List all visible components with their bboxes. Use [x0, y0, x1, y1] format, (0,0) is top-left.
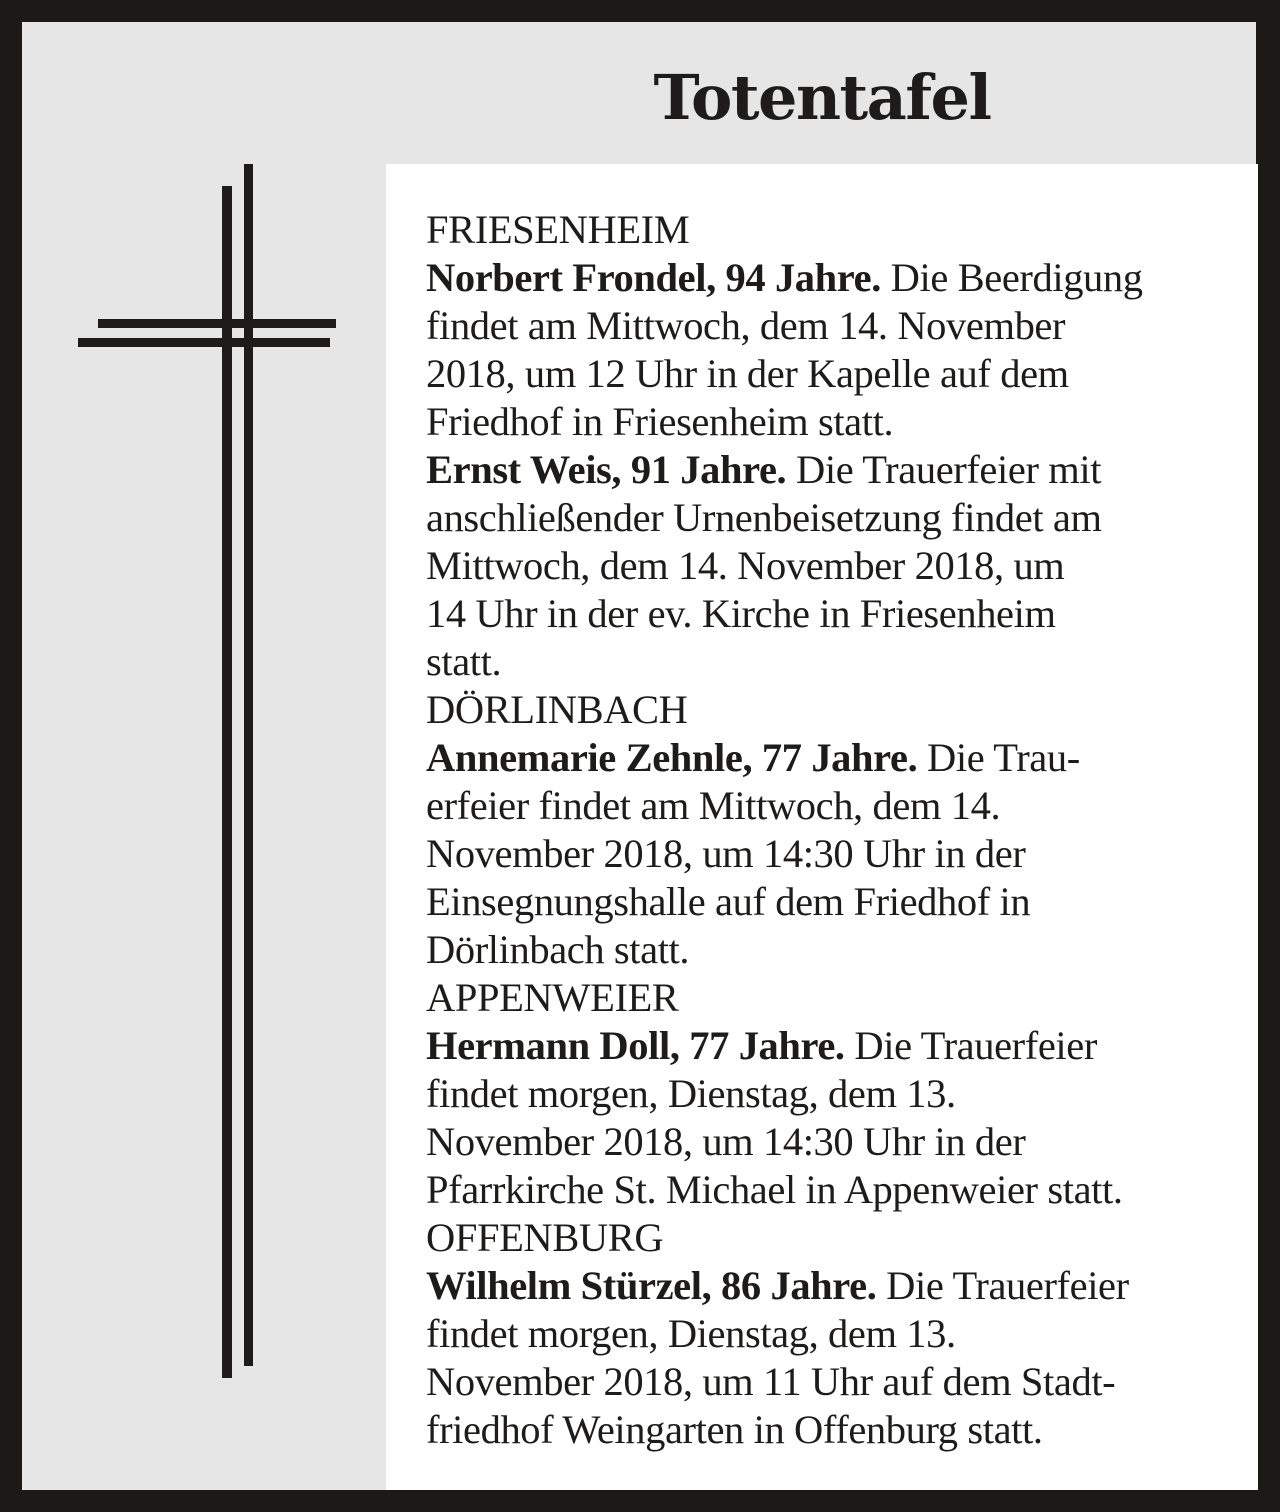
deceased-name: Hermann Doll, 77 Jahre. — [426, 1023, 845, 1068]
obituary-text-line: 14 Uhr in der ev. Kirche in Friesenheim — [426, 591, 1056, 636]
obituary-text-line: Mittwoch, dem 14. November 2018, um — [426, 543, 1065, 588]
obituary-text-line: erfeier findet am Mittwoch, dem 14. — [426, 783, 1001, 828]
obituary-text-line: anschließender Urnenbeisetzung findet am — [426, 495, 1102, 540]
obituary-text: Die Trau- — [917, 735, 1080, 780]
place-heading: FRIESENHEIM — [426, 207, 690, 252]
obituary-text: Die Beerdigung — [880, 255, 1143, 300]
obituary-text-line: November 2018, um 14:30 Uhr in der — [426, 831, 1026, 876]
obituary-text: Die Trauerfeier — [876, 1263, 1129, 1308]
obituary-text: Die Trauerfeier — [844, 1023, 1097, 1068]
deceased-name: Ernst Weis, 91 Jahre. — [426, 447, 787, 492]
deceased-name: Norbert Frondel, 94 Jahre. — [426, 255, 881, 300]
obituary-text-line: November 2018, um 14:30 Uhr in der — [426, 1119, 1026, 1164]
obituary-text-line: findet morgen, Dienstag, dem 13. — [426, 1311, 956, 1356]
obituary-text-line: November 2018, um 11 Uhr auf dem Stadt- — [426, 1359, 1116, 1404]
obituary-list — [426, 206, 1246, 1454]
obituary-text-line: findet am Mittwoch, dem 14. November — [426, 303, 1066, 348]
obituary-text-line: friedhof Weingarten in Offenburg statt. — [426, 1407, 1043, 1452]
deceased-name: Annemarie Zehnle, 77 Jahre. — [426, 735, 918, 780]
obituary-text-line: 2018, um 12 Uhr in der Kapelle auf dem — [426, 351, 1069, 396]
obituary-first-line — [426, 446, 1246, 494]
obituary-text-line: Dörlinbach statt. — [426, 927, 690, 972]
deceased-name: Wilhelm Stürzel, 86 Jahre. — [426, 1263, 877, 1308]
obituary-text-line: statt. — [426, 639, 502, 684]
cross-icon — [56, 164, 336, 1394]
obituary-text-line: Pfarrkirche St. Michael in Appenweier statt. — [426, 1167, 1123, 1212]
obituary-text-line: Friedhof in Friesenheim statt. — [426, 399, 894, 444]
obituary-panel — [386, 164, 1258, 1490]
obituary-text-line: findet morgen, Dienstag, dem 13. — [426, 1071, 956, 1116]
place-heading: APPENWEIER — [426, 975, 679, 1020]
obituary-text: Die Trauerfeier mit — [786, 447, 1102, 492]
obituary-first-line — [426, 1262, 1246, 1310]
page-title: Totentafel — [653, 61, 991, 134]
obituary-first-line — [426, 1022, 1246, 1070]
place-heading: OFFENBURG — [426, 1215, 664, 1260]
place-heading: DÖRLINBACH — [426, 687, 688, 732]
obituary-first-line — [426, 734, 1246, 782]
obituary-text-line: Einsegnungshalle auf dem Friedhof in — [426, 879, 1031, 924]
obituary-first-line — [426, 254, 1246, 302]
